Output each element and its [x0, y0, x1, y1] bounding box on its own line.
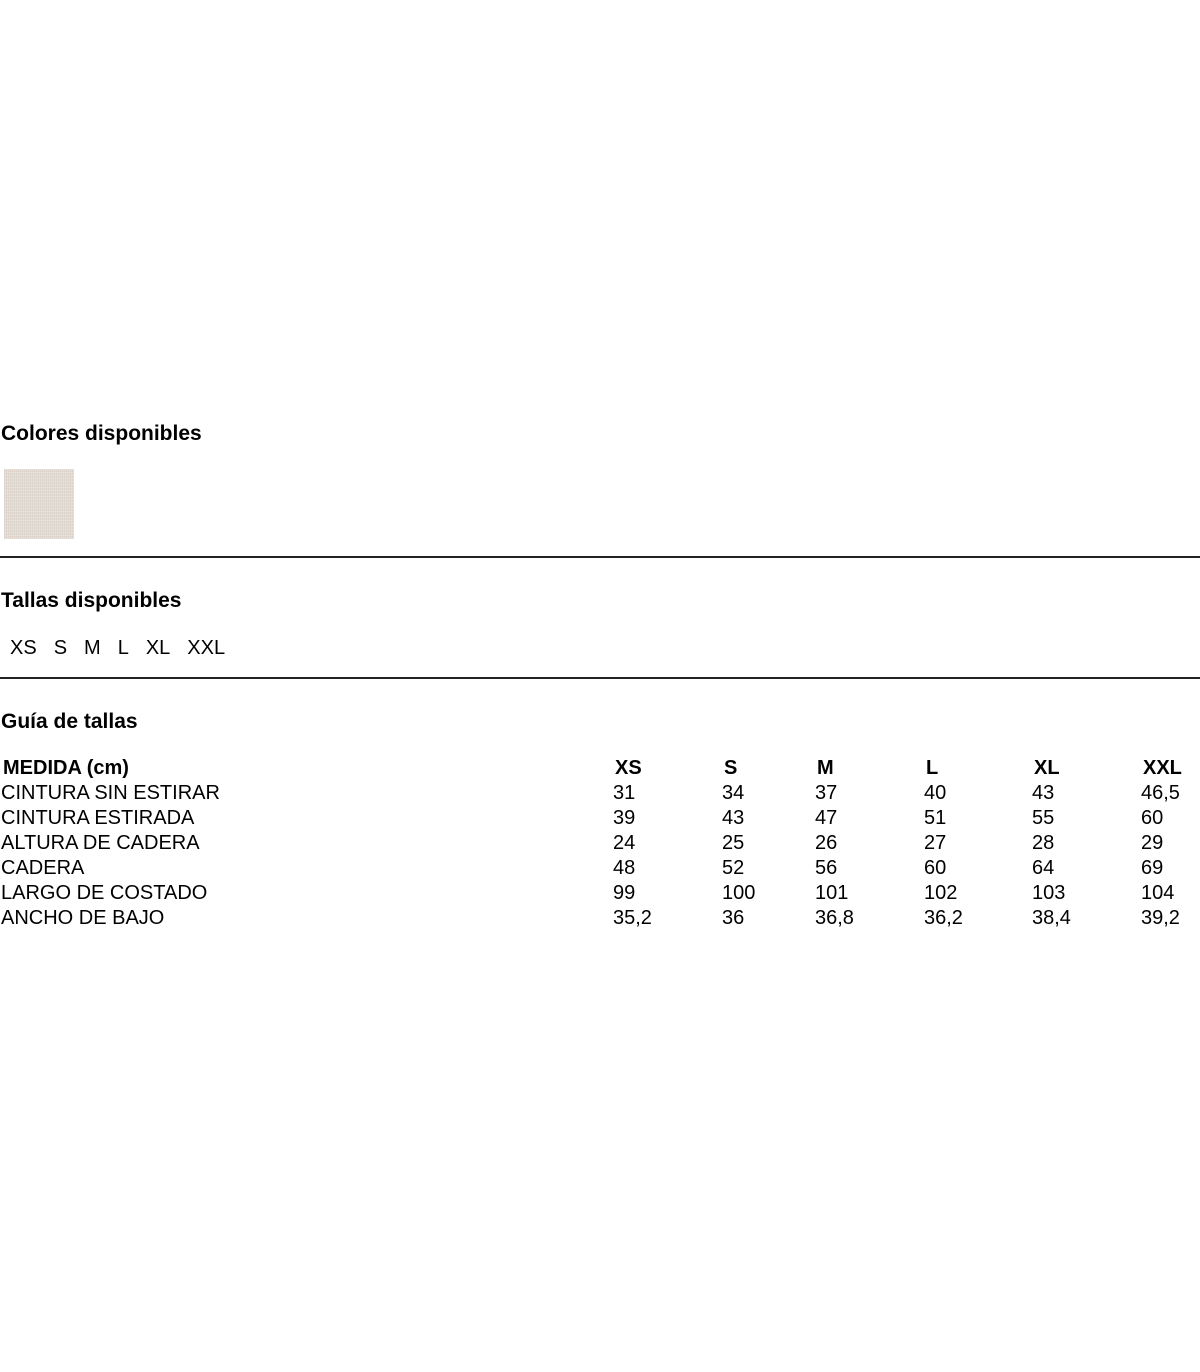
sizes-title: Tallas disponibles	[1, 589, 182, 612]
table-cell: 39,2	[1141, 907, 1180, 929]
table-cell: 38,4	[1032, 907, 1071, 929]
size-guide-title: Guía de tallas	[1, 710, 138, 733]
table-row	[0, 781, 1200, 806]
table-cell: 102	[924, 882, 958, 904]
table-cell: 103	[1032, 882, 1066, 904]
divider	[0, 556, 1200, 558]
table-cell: 40	[924, 782, 947, 804]
colors-title: Colores disponibles	[1, 422, 202, 445]
table-cell: 47	[815, 807, 838, 829]
table-cell: 64	[1032, 857, 1055, 879]
table-cell: 46,5	[1141, 782, 1180, 804]
table-cell: 31	[613, 782, 636, 804]
table-cell: 25	[722, 832, 745, 854]
table-row	[0, 806, 1200, 831]
table-cell: 34	[722, 782, 745, 804]
row-label: CINTURA SIN ESTIRAR	[1, 782, 220, 804]
size-option-l[interactable]: L	[117, 637, 129, 659]
table-cell: 28	[1032, 832, 1055, 854]
table-cell: 43	[722, 807, 745, 829]
table-cell: 48	[613, 857, 636, 879]
header-cell-xs: XS	[615, 757, 642, 779]
table-cell: 101	[815, 882, 849, 904]
size-guide-table	[0, 756, 1200, 931]
row-label: CINTURA ESTIRADA	[1, 807, 195, 829]
size-option-xs[interactable]: XS	[10, 637, 37, 659]
table-cell: 56	[815, 857, 838, 879]
table-cell: 39	[613, 807, 636, 829]
table-row	[0, 831, 1200, 856]
header-cell-l: L	[926, 757, 939, 779]
table-cell: 104	[1141, 882, 1175, 904]
table-cell: 36,2	[924, 907, 963, 929]
table-cell: 69	[1141, 857, 1164, 879]
header-cell-xl: XL	[1034, 757, 1060, 779]
row-label: LARGO DE COSTADO	[1, 882, 208, 904]
size-list	[10, 636, 242, 660]
divider	[0, 677, 1200, 679]
header-cell-measure: MEDIDA (cm)	[3, 757, 129, 779]
header-cell-s: S	[724, 757, 738, 779]
table-cell: 99	[613, 882, 636, 904]
table-cell: 29	[1141, 832, 1164, 854]
table-header-row	[0, 756, 1200, 781]
table-cell: 52	[722, 857, 745, 879]
table-cell: 36,8	[815, 907, 854, 929]
table-cell: 24	[613, 832, 636, 854]
table-row	[0, 906, 1200, 931]
table-cell: 51	[924, 807, 947, 829]
size-option-xl[interactable]: XL	[145, 637, 171, 659]
table-cell: 43	[1032, 782, 1055, 804]
table-cell: 60	[924, 857, 947, 879]
row-label: CADERA	[1, 857, 85, 879]
row-label: ALTURA DE CADERA	[1, 832, 200, 854]
table-cell: 26	[815, 832, 838, 854]
size-option-m[interactable]: M	[84, 637, 101, 659]
table-cell: 36	[722, 907, 745, 929]
table-row	[0, 881, 1200, 906]
table-cell: 60	[1141, 807, 1164, 829]
row-label: ANCHO DE BAJO	[1, 907, 165, 929]
table-cell: 55	[1032, 807, 1055, 829]
size-option-xxl[interactable]: XXL	[187, 637, 226, 659]
header-cell-m: M	[817, 757, 834, 779]
table-cell: 100	[722, 882, 756, 904]
color-swatch-natural[interactable]	[4, 469, 74, 539]
table-row	[0, 856, 1200, 881]
table-cell: 27	[924, 832, 947, 854]
size-option-s[interactable]: S	[53, 637, 68, 659]
table-cell: 37	[815, 782, 838, 804]
table-cell: 35,2	[613, 907, 652, 929]
header-cell-xxl: XXL	[1143, 757, 1182, 779]
